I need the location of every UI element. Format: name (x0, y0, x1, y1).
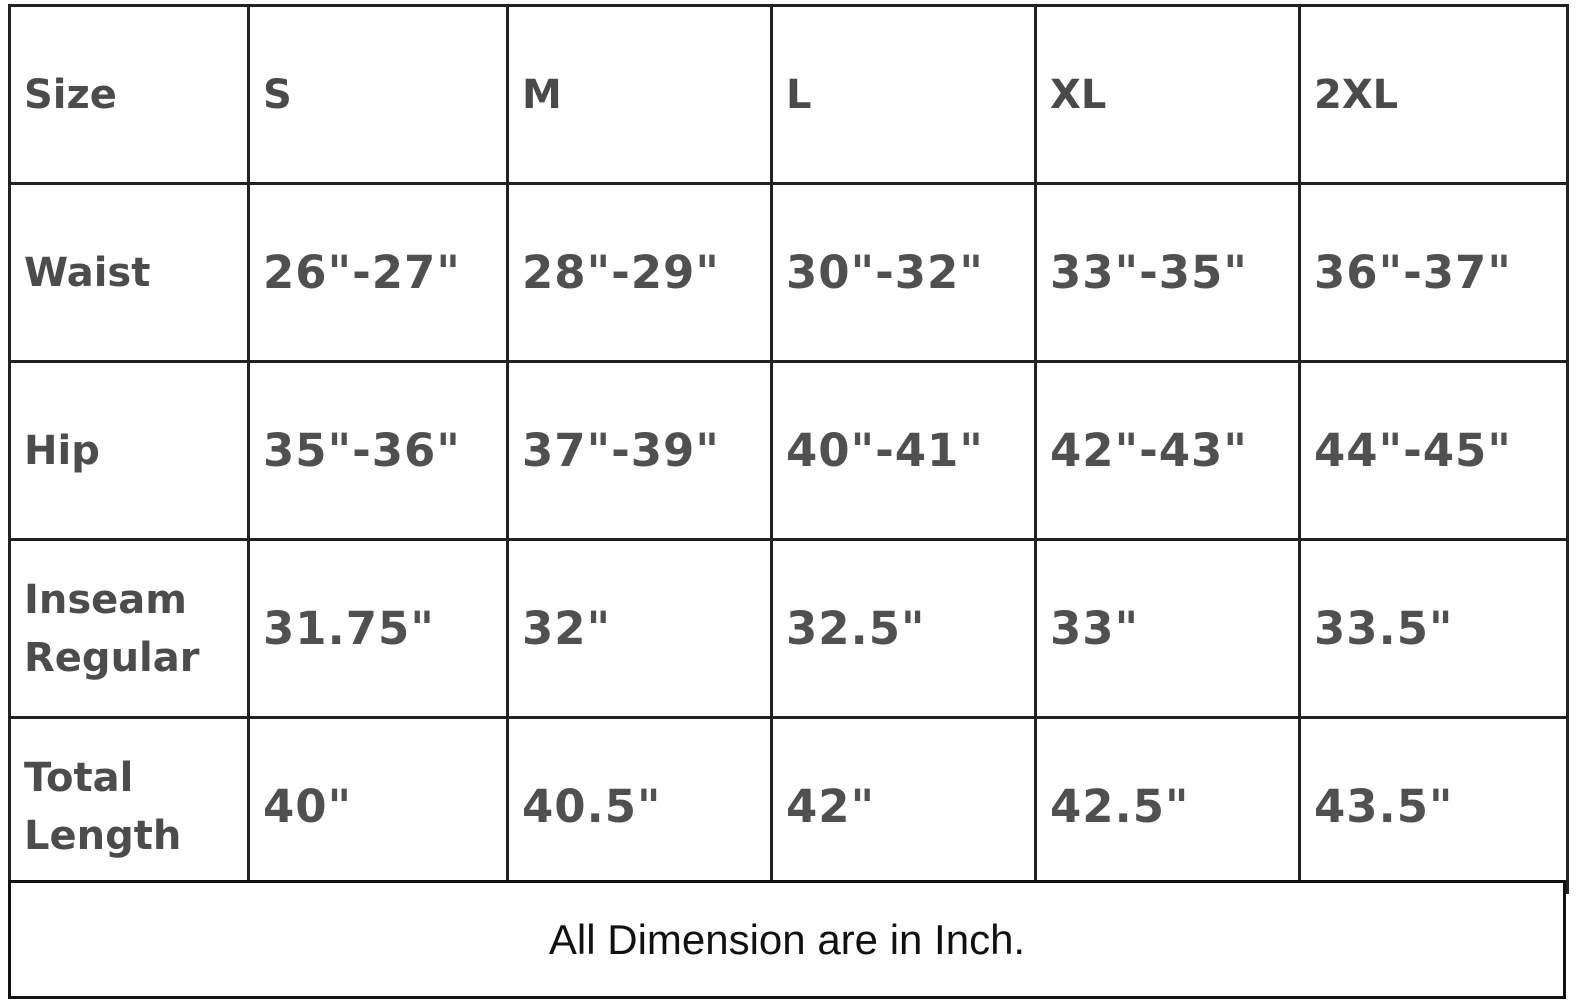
waist-row (10, 184, 1568, 362)
hip-label: Hip (10, 362, 249, 540)
waist-l-value: 30"-32" (772, 184, 1036, 362)
inseam-s-value: 31.75" (249, 540, 508, 718)
total-length-xl-value: 42.5" (1036, 718, 1300, 895)
waist-label: Waist (10, 184, 249, 362)
size-header-2xl: 2XL (1300, 6, 1568, 184)
total-length-2xl-value: 43.5" (1300, 718, 1568, 895)
hip-row (10, 362, 1568, 540)
hip-l-value: 40"-41" (772, 362, 1036, 540)
waist-m-value: 28"-29" (508, 184, 772, 362)
waist-s-value: 26"-27" (249, 184, 508, 362)
waist-xl-value: 33"-35" (1036, 184, 1300, 362)
hip-m-value: 37"-39" (508, 362, 772, 540)
total-length-m-value: 40.5" (508, 718, 772, 895)
size-header-l: L (772, 6, 1036, 184)
size-header-m: M (508, 6, 772, 184)
waist-2xl-value: 36"-37" (1300, 184, 1568, 362)
inseam-m-value: 32" (508, 540, 772, 718)
size-header-xl: XL (1036, 6, 1300, 184)
inseam-xl-value: 33" (1036, 540, 1300, 718)
hip-xl-value: 42"-43" (1036, 362, 1300, 540)
size-header-label: Size (10, 6, 249, 184)
total-length-s-value: 40" (249, 718, 508, 895)
hip-2xl-value: 44"-45" (1300, 362, 1568, 540)
size-chart-table (8, 4, 1569, 894)
dimension-note-text: All Dimension are in Inch. (548, 915, 1026, 963)
hip-s-value: 35"-36" (249, 362, 508, 540)
inseam-regular-row (10, 540, 1568, 718)
size-header-s: S (249, 6, 508, 184)
total-length-label: Total Length (10, 718, 249, 895)
dimension-note-box (8, 880, 1566, 999)
inseam-regular-label: Inseam Regular (10, 540, 249, 718)
size-header-row (10, 6, 1568, 184)
total-length-row (10, 718, 1568, 895)
total-length-l-value: 42" (772, 718, 1036, 895)
inseam-l-value: 32.5" (772, 540, 1036, 718)
inseam-2xl-value: 33.5" (1300, 540, 1568, 718)
